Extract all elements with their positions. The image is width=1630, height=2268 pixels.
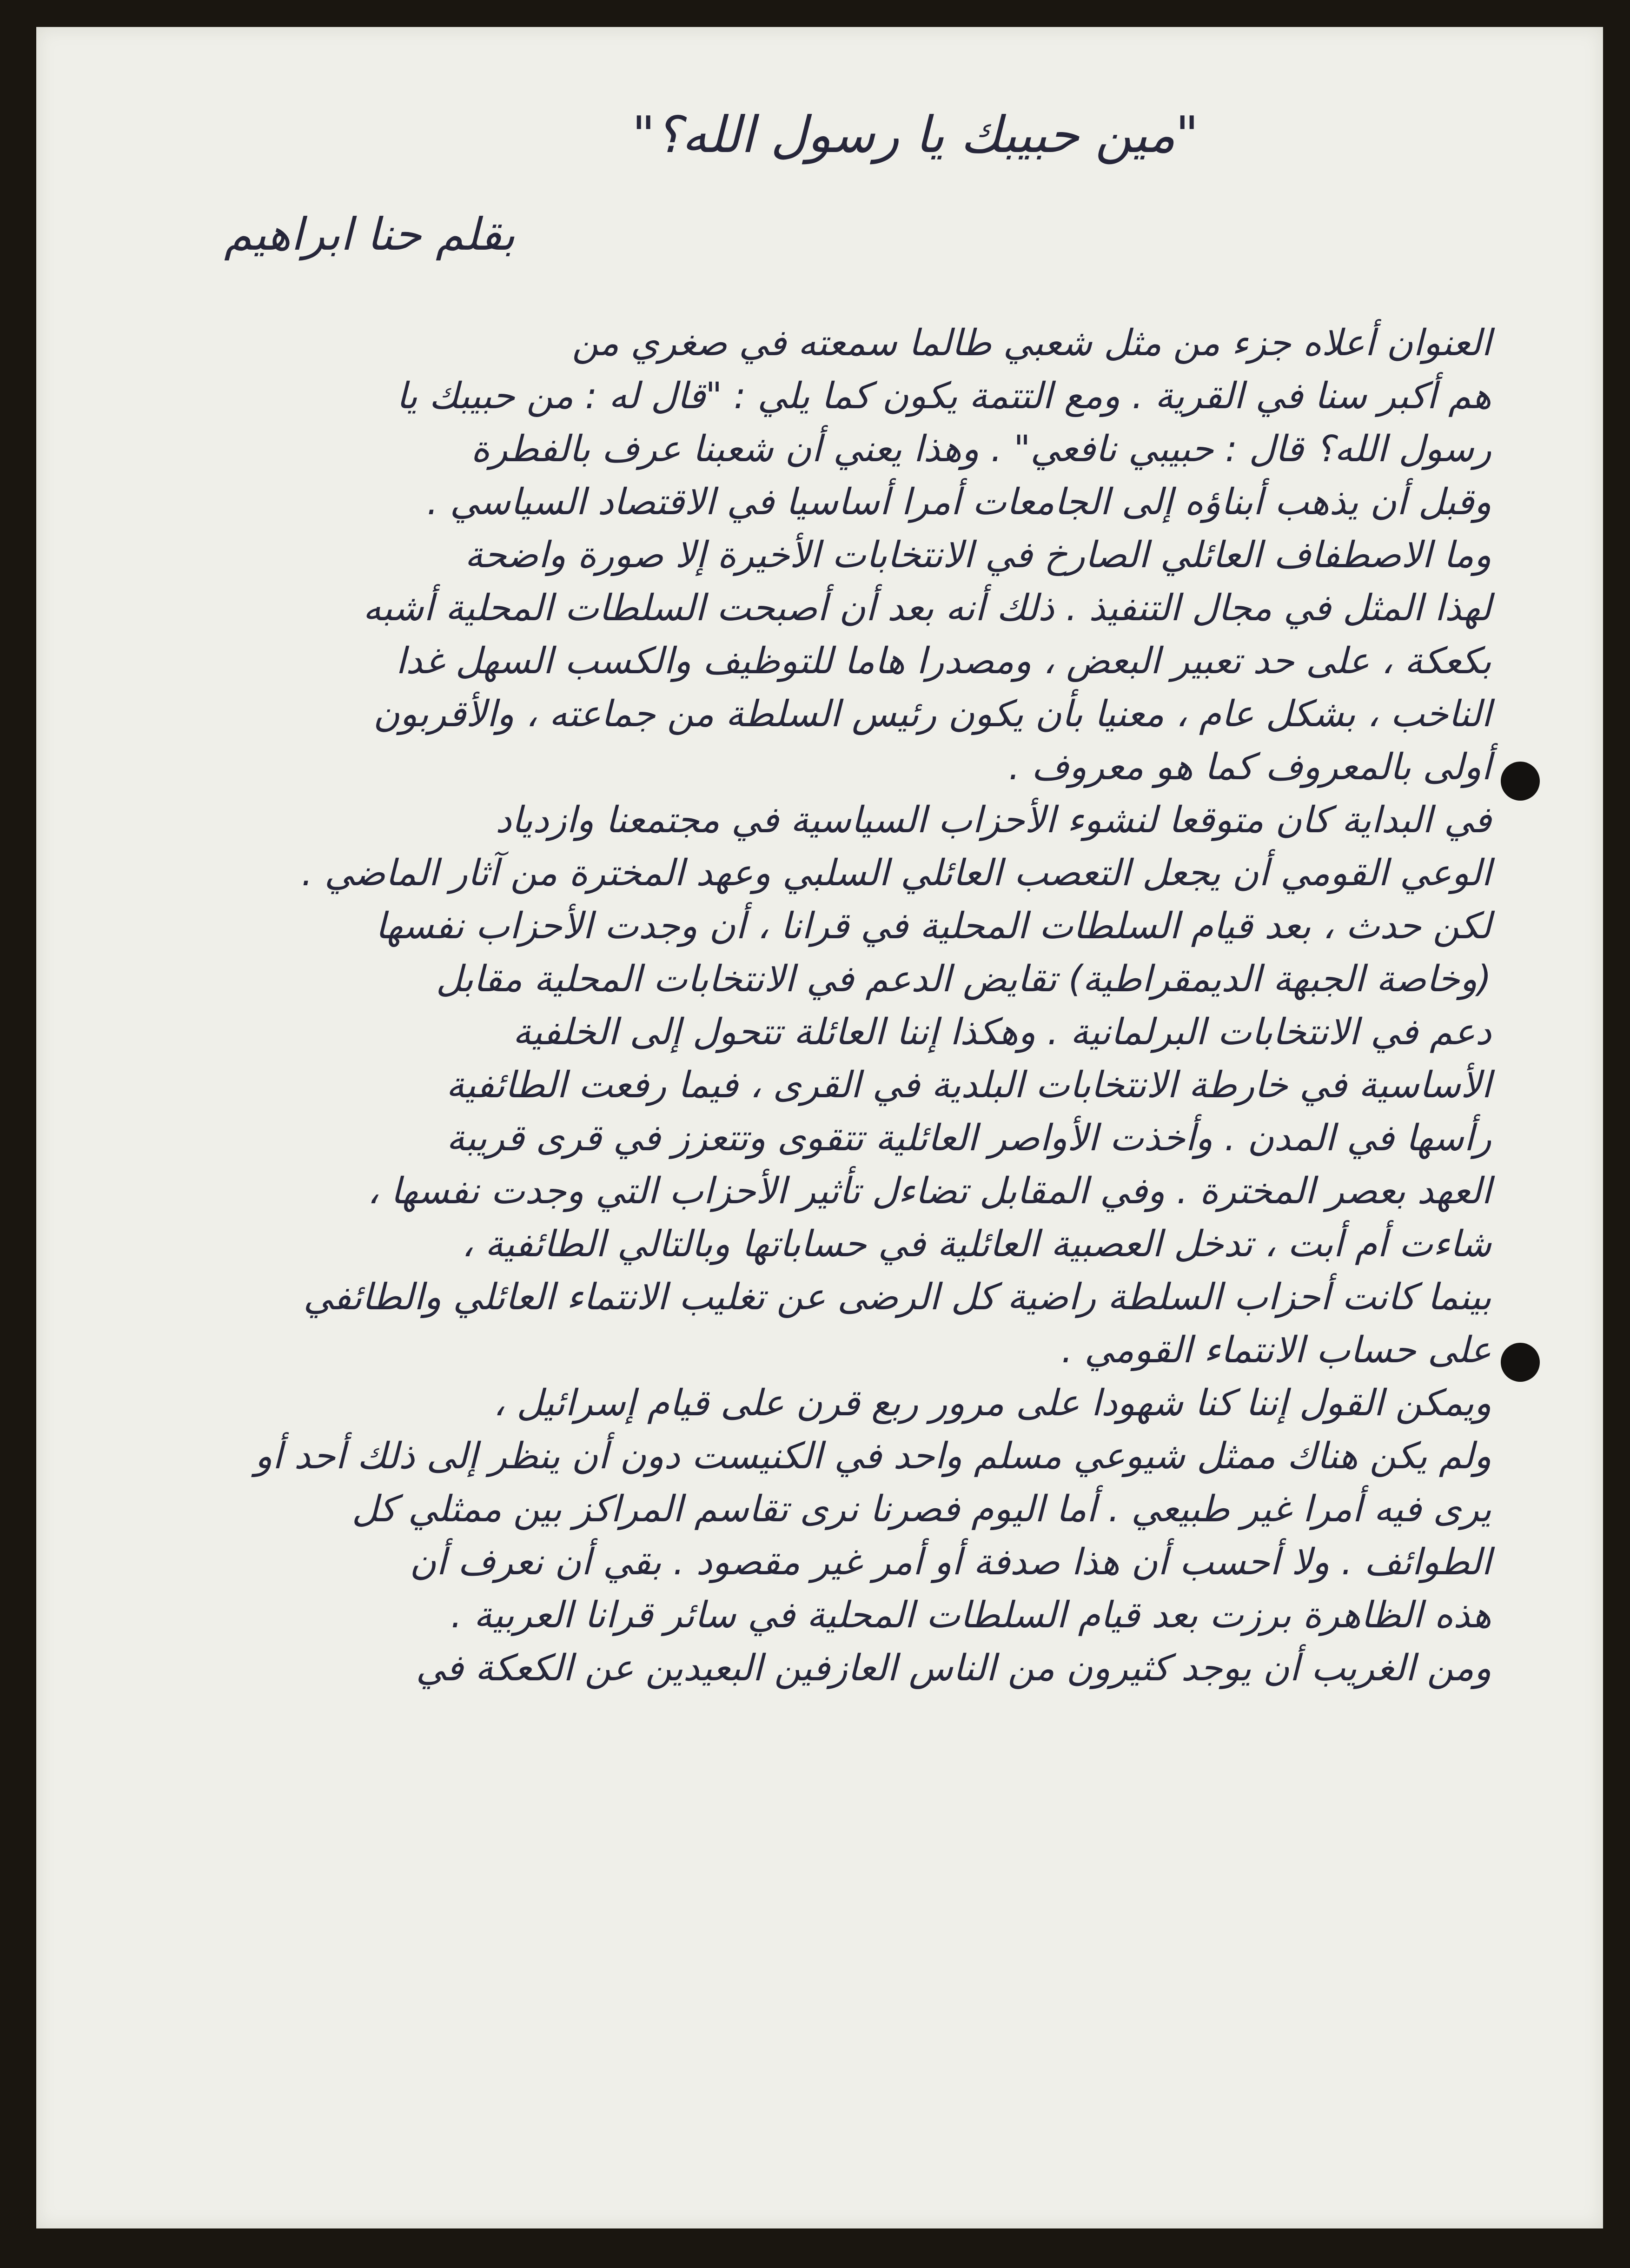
body-line: وقبل أن يذهب أبناؤه إلى الجامعات أمرا أساسيا في الاقتصاد السياسي .	[427, 481, 1491, 523]
body-line: العنوان أعلاه جزء من مثل شعبي طالما سمعته في صغري من	[572, 322, 1491, 364]
body-line: (وخاصة الجبهة الديمقراطية) تقايض الدعم في الانتخابات المحلية مقابل	[436, 958, 1491, 1000]
document-page	[36, 27, 1603, 2228]
punch-hole	[1501, 1343, 1540, 1382]
body-line: شاءت أم أبت ، تدخل العصبية العائلية في حساباتها وبالتالي الطائفية ،	[462, 1223, 1491, 1265]
body-line: في البداية كان متوقعا لنشوء الأحزاب السياسية في مجتمعنا وازدياد	[495, 799, 1491, 841]
body-line: دعم في الانتخابات البرلمانية . وهكذا إننا العائلة تتحول إلى الخلفية	[512, 1011, 1491, 1053]
body-line: رسول الله؟ قال : حبيبي نافعي" . وهذا يعني أن شعبنا عرف بالفطرة	[470, 428, 1491, 470]
body-line: وما الاصطفاف العائلي الصارخ في الانتخابات الأخيرة إلا صورة واضحة	[464, 534, 1491, 576]
punch-hole	[1501, 762, 1540, 801]
body-line: يرى فيه أمرا غير طبيعي . أما اليوم فصرنا نرى تقاسم المراكز بين ممثلي كل	[351, 1488, 1491, 1530]
body-line: لهذا المثل في مجال التنفيذ . ذلك أنه بعد أن أصبحت السلطات المحلية أشبه	[363, 587, 1491, 629]
body-line: هذه الظاهرة برزت بعد قيام السلطات المحلية في سائر قرانا العربية .	[451, 1594, 1491, 1636]
document-body	[106, 322, 1491, 1703]
body-line: على حساب الانتماء القومي .	[1061, 1329, 1491, 1371]
body-line: بينما كانت أحزاب السلطة راضية كل الرضى عن تغليب الانتماء العائلي والطائفي	[303, 1276, 1491, 1318]
body-line: الناخب ، بشكل عام ، معنيا بأن يكون رئيس السلطة من جماعته ، والأقربون	[373, 693, 1491, 735]
body-line: لكن حدث ، بعد قيام السلطات المحلية في قرانا ، أن وجدت الأحزاب نفسها	[375, 905, 1491, 947]
body-line: رأسها في المدن . وأخذت الأواصر العائلية تتقوى وتتعزز في قرى قريبة	[446, 1117, 1491, 1159]
document-title: "مين حبيبك يا رسول الله؟"	[632, 106, 1199, 164]
body-line: أولى بالمعروف كما هو معروف .	[1008, 746, 1491, 788]
body-line: هم أكبر سنا في القرية . ومع التتمة يكون كما يلي : "قال له : من حبيبك يا	[396, 375, 1491, 417]
body-line: ويمكن القول إننا كنا شهودا على مرور ربع قرن على قيام إسرائيل ،	[493, 1382, 1491, 1424]
body-line: ولم يكن هناك ممثل شيوعي مسلم واحد في الكنيست دون أن ينظر إلى ذلك أحد أو	[255, 1435, 1491, 1477]
body-line: بكعكة ، على حد تعبير البعض ، ومصدرا هاما للتوظيف والكسب السهل غدا	[396, 640, 1491, 682]
document-author: بقلم حنا ابراهيم	[224, 208, 515, 260]
body-line: الوعي القومي أن يجعل التعصب العائلي السلبي وعهد المخترة من آثار الماضي .	[301, 852, 1491, 894]
body-line: الطوائف . ولا أحسب أن هذا صدفة أو أمر غير مقصود . بقي أن نعرف أن	[410, 1541, 1491, 1583]
body-line: ومن الغريب أن يوجد كثيرون من الناس العازفين البعيدين عن الكعكة في	[416, 1647, 1491, 1689]
body-line: الأساسية في خارطة الانتخابات البلدية في القرى ، فيما رفعت الطائفية	[446, 1064, 1491, 1106]
body-line: العهد بعصر المخترة . وفي المقابل تضاءل تأثير الأحزاب التي وجدت نفسها ،	[367, 1170, 1491, 1212]
